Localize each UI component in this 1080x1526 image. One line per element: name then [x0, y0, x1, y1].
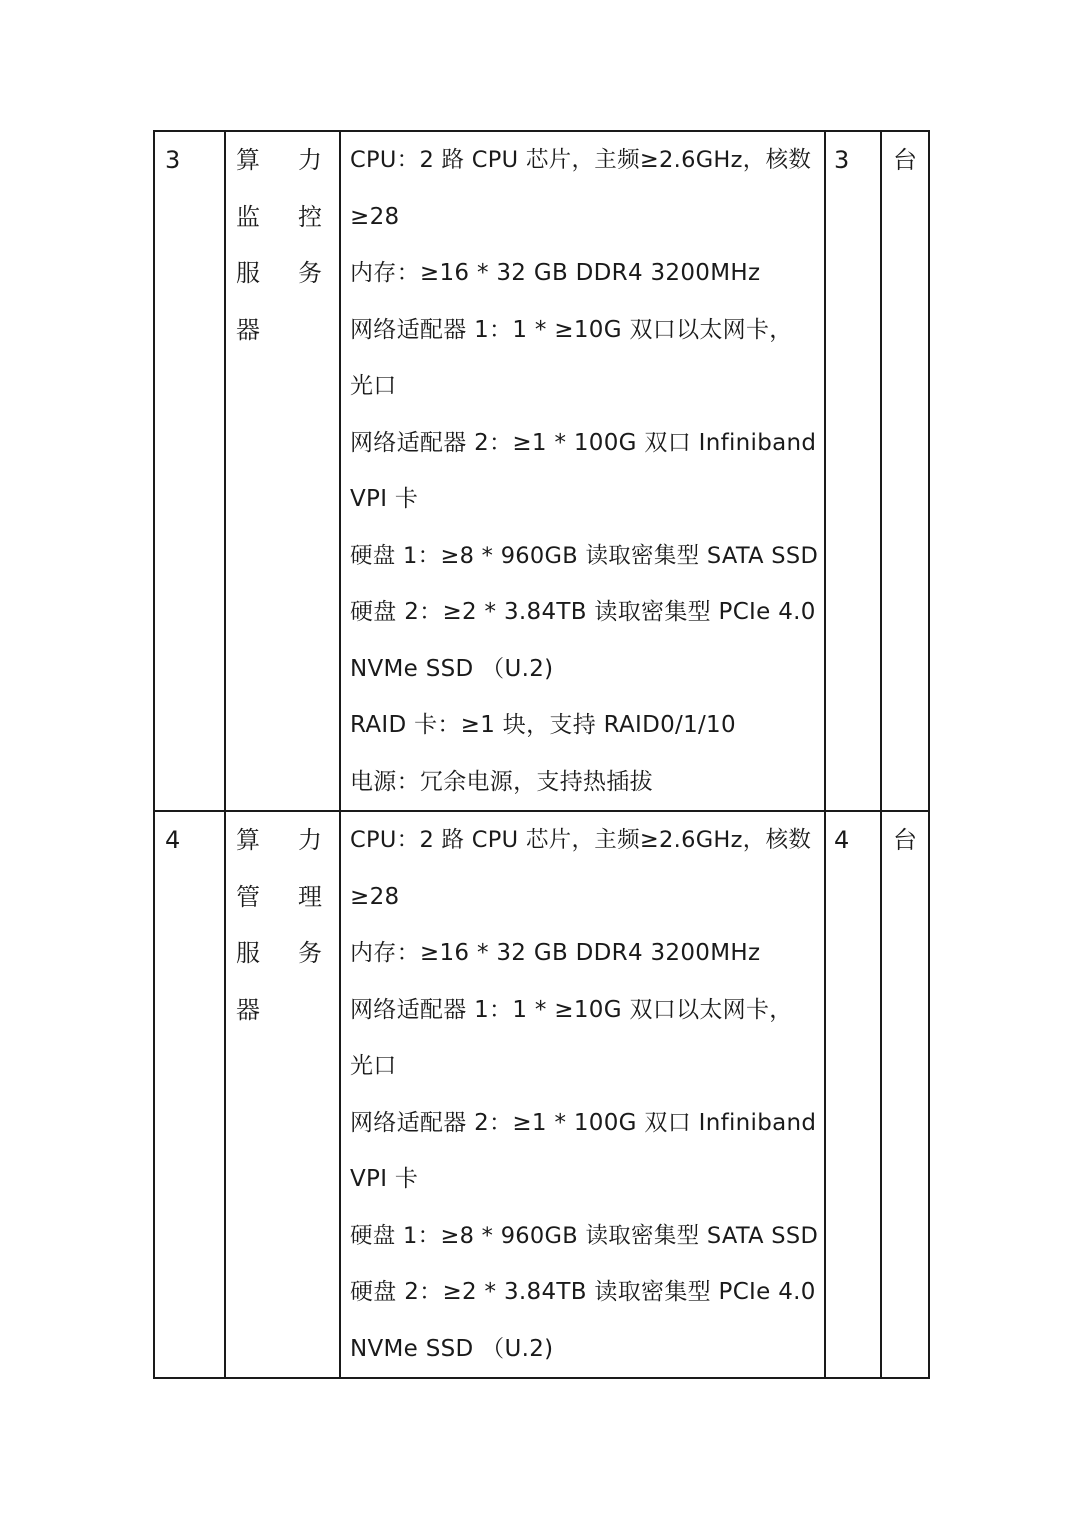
spec-line: 光口 [350, 1053, 397, 1079]
spec-line: VPI 卡 [350, 486, 419, 512]
spec-line: 网络适配器 1：1 * ≥10G 双口以太网卡， [350, 316, 793, 343]
table-row [154, 811, 929, 1378]
spec-line: NVMe SSD （U.2) [350, 655, 554, 682]
spec-line: 硬盘 2：≥2 * 3.84TB 读取密集型 PCIe 4.0 [350, 599, 816, 625]
item-name-cell [225, 131, 340, 811]
spec-line: CPU：2 路 CPU 芯片，主频≥2.6GHz，核数 [350, 147, 812, 173]
table-row [154, 131, 929, 811]
item-spec-cell [340, 131, 825, 811]
spec-line: 硬盘 2：≥2 * 3.84TB 读取密集型 PCIe 4.0 [350, 1279, 816, 1305]
spec-line: ≥28 [350, 203, 400, 230]
spec-line: VPI 卡 [350, 1166, 419, 1192]
spec-line: 电源：冗余电源，支持热插拔 [350, 768, 653, 795]
spec-line: 网络适配器 2：≥1 * 100G 双口 Infiniband [350, 1109, 817, 1136]
item-name: 算力监控服务器 [236, 146, 331, 344]
spec-line: CPU：2 路 CPU 芯片，主频≥2.6GHz，核数 [350, 827, 812, 853]
spec-line: NVMe SSD （U.2) [350, 1335, 554, 1362]
item-unit: 台 [881, 131, 929, 811]
item-unit: 台 [881, 811, 929, 1378]
item-spec-cell [340, 811, 825, 1378]
spec-line: 网络适配器 1：1 * ≥10G 双口以太网卡， [350, 996, 793, 1023]
spec-line: ≥28 [350, 883, 400, 910]
spec-line: 硬盘 1：≥8 * 960GB 读取密集型 SATA SSD [350, 542, 819, 569]
item-quantity: 3 [825, 131, 881, 811]
spec-line: RAID 卡：≥1 块，支持 RAID0/1/10 [350, 712, 736, 738]
equipment-spec-table [153, 130, 930, 1379]
item-name-cell [225, 811, 340, 1378]
spec-line: 内存：≥16 * 32 GB DDR4 3200MHz [350, 260, 761, 286]
item-name: 算力管理服务器 [236, 826, 331, 1024]
item-number: 3 [154, 131, 225, 811]
spec-line: 光口 [350, 373, 397, 399]
item-quantity: 4 [825, 811, 881, 1378]
spec-line: 网络适配器 2：≥1 * 100G 双口 Infiniband [350, 429, 817, 456]
spec-line: 硬盘 1：≥8 * 960GB 读取密集型 SATA SSD [350, 1222, 819, 1249]
spec-line: 内存：≥16 * 32 GB DDR4 3200MHz [350, 940, 761, 966]
item-number: 4 [154, 811, 225, 1378]
